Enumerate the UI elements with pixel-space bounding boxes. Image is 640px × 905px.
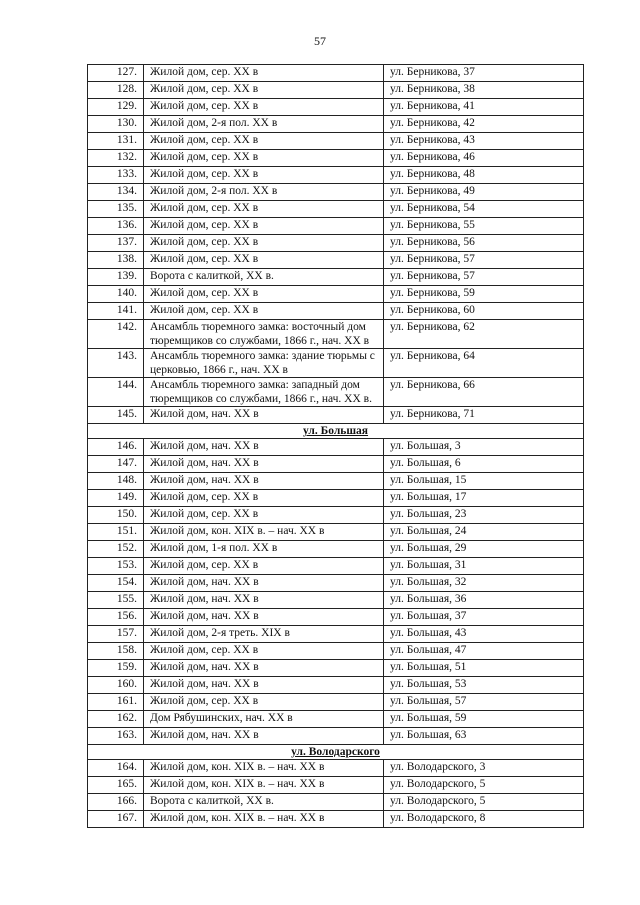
- object-name-cell: Жилой дом, нач. XX в: [144, 439, 384, 456]
- row-number-cell: 142.: [88, 320, 144, 349]
- page-number: 57: [314, 34, 326, 48]
- object-name-cell: Жилой дом, сер. XX в: [144, 643, 384, 660]
- object-name-cell: Ворота с калиткой, XX в.: [144, 269, 384, 286]
- table-row: [88, 626, 584, 643]
- row-number-cell: 165.: [88, 777, 144, 794]
- address-cell: ул. Берникова, 60: [384, 303, 584, 320]
- table-row: [88, 609, 584, 626]
- object-name-cell: Жилой дом, сер. XX в: [144, 218, 384, 235]
- object-name-cell: Жилой дом, сер. XX в: [144, 694, 384, 711]
- address-cell: ул. Большая, 6: [384, 456, 584, 473]
- object-name-cell: Жилой дом, нач. XX в: [144, 575, 384, 592]
- row-number-cell: 163.: [88, 728, 144, 745]
- address-cell: ул. Большая, 37: [384, 609, 584, 626]
- object-name-cell: Жилой дом, сер. XX в: [144, 507, 384, 524]
- row-number-cell: 164.: [88, 760, 144, 777]
- object-name-cell: Жилой дом, сер. XX в: [144, 65, 384, 82]
- table-row: [88, 660, 584, 677]
- table-row: [88, 65, 584, 82]
- address-cell: ул. Берникова, 71: [384, 407, 584, 424]
- object-name-cell: Жилой дом, сер. XX в: [144, 133, 384, 150]
- table-row: [88, 575, 584, 592]
- section-header-row: [88, 745, 584, 760]
- address-cell: ул. Большая, 29: [384, 541, 584, 558]
- object-name-cell: Жилой дом, кон. XIX в. – нач. XX в: [144, 777, 384, 794]
- table-row: [88, 592, 584, 609]
- object-name-cell: Жилой дом, 2-я пол. XX в: [144, 116, 384, 133]
- table-row: [88, 167, 584, 184]
- address-cell: ул. Берникова, 64: [384, 349, 584, 378]
- table-row: [88, 303, 584, 320]
- object-name-cell: Жилой дом, сер. XX в: [144, 150, 384, 167]
- row-number-cell: 134.: [88, 184, 144, 201]
- address-cell: ул. Володарского, 5: [384, 777, 584, 794]
- address-cell: ул. Большая, 63: [384, 728, 584, 745]
- row-number-cell: 160.: [88, 677, 144, 694]
- address-cell: ул. Большая, 31: [384, 558, 584, 575]
- table-row: [88, 711, 584, 728]
- object-name-cell: Жилой дом, нач. XX в: [144, 660, 384, 677]
- address-cell: ул. Берникова, 43: [384, 133, 584, 150]
- table-row: [88, 82, 584, 99]
- row-number-cell: 150.: [88, 507, 144, 524]
- row-number-cell: 136.: [88, 218, 144, 235]
- table-row: [88, 541, 584, 558]
- object-name-cell: Жилой дом, кон. XIX в. – нач. XX в: [144, 760, 384, 777]
- row-number-cell: 161.: [88, 694, 144, 711]
- table-row: [88, 201, 584, 218]
- address-cell: ул. Берникова, 66: [384, 378, 584, 407]
- object-name-cell: Жилой дом, сер. XX в: [144, 252, 384, 269]
- row-number-cell: 145.: [88, 407, 144, 424]
- address-cell: ул. Берникова, 38: [384, 82, 584, 99]
- row-number-cell: 151.: [88, 524, 144, 541]
- address-cell: ул. Берникова, 48: [384, 167, 584, 184]
- object-name-cell: Жилой дом, сер. XX в: [144, 235, 384, 252]
- heritage-registry-table: [87, 64, 584, 828]
- object-name-cell: Жилой дом, сер. XX в: [144, 286, 384, 303]
- table-row: [88, 320, 584, 349]
- object-name-cell: Жилой дом, 2-я пол. XX в: [144, 184, 384, 201]
- table-row: [88, 558, 584, 575]
- address-cell: ул. Берникова, 57: [384, 252, 584, 269]
- row-number-cell: 139.: [88, 269, 144, 286]
- row-number-cell: 146.: [88, 439, 144, 456]
- address-cell: ул. Володарского, 3: [384, 760, 584, 777]
- table-row: [88, 407, 584, 424]
- address-cell: ул. Берникова, 56: [384, 235, 584, 252]
- object-name-cell: Жилой дом, нач. XX в: [144, 677, 384, 694]
- table-row: [88, 133, 584, 150]
- address-cell: ул. Большая, 3: [384, 439, 584, 456]
- row-number-cell: 155.: [88, 592, 144, 609]
- address-cell: ул. Володарского, 8: [384, 811, 584, 828]
- address-cell: ул. Большая, 24: [384, 524, 584, 541]
- address-cell: ул. Большая, 53: [384, 677, 584, 694]
- section-title: ул. Большая: [88, 424, 584, 439]
- row-number-cell: 157.: [88, 626, 144, 643]
- row-number-cell: 148.: [88, 473, 144, 490]
- section-header-row: [88, 424, 584, 439]
- object-name-cell: Жилой дом, сер. XX в: [144, 167, 384, 184]
- table-row: [88, 378, 584, 407]
- object-name-cell: Ансамбль тюремного замка: здание тюрьмы с церковью, 1866 г., нач. XX в: [144, 349, 384, 378]
- section-title: ул. Володарского: [88, 745, 584, 760]
- table-row: [88, 811, 584, 828]
- object-name-cell: Жилой дом, нач. XX в: [144, 407, 384, 424]
- row-number-cell: 130.: [88, 116, 144, 133]
- address-cell: ул. Берникова, 37: [384, 65, 584, 82]
- table-row: [88, 99, 584, 116]
- row-number-cell: 153.: [88, 558, 144, 575]
- object-name-cell: Жилой дом, нач. XX в: [144, 609, 384, 626]
- row-number-cell: 162.: [88, 711, 144, 728]
- row-number-cell: 159.: [88, 660, 144, 677]
- row-number-cell: 167.: [88, 811, 144, 828]
- table-row: [88, 150, 584, 167]
- address-cell: ул. Берникова, 59: [384, 286, 584, 303]
- object-name-cell: Жилой дом, нач. XX в: [144, 473, 384, 490]
- object-name-cell: Дом Рябушинских, нач. XX в: [144, 711, 384, 728]
- table-row: [88, 286, 584, 303]
- row-number-cell: 144.: [88, 378, 144, 407]
- row-number-cell: 156.: [88, 609, 144, 626]
- table-row: [88, 439, 584, 456]
- address-cell: ул. Большая, 23: [384, 507, 584, 524]
- address-cell: ул. Большая, 51: [384, 660, 584, 677]
- table-row: [88, 507, 584, 524]
- table-row: [88, 473, 584, 490]
- object-name-cell: Жилой дом, нач. XX в: [144, 592, 384, 609]
- row-number-cell: 128.: [88, 82, 144, 99]
- object-name-cell: Жилой дом, сер. XX в: [144, 82, 384, 99]
- row-number-cell: 140.: [88, 286, 144, 303]
- object-name-cell: Жилой дом, сер. XX в: [144, 558, 384, 575]
- row-number-cell: 135.: [88, 201, 144, 218]
- address-cell: ул. Большая, 57: [384, 694, 584, 711]
- address-cell: ул. Берникова, 62: [384, 320, 584, 349]
- object-name-cell: Жилой дом, 1-я пол. XX в: [144, 541, 384, 558]
- object-name-cell: Жилой дом, кон. XIX в. – нач. XX в: [144, 524, 384, 541]
- address-cell: ул. Володарского, 5: [384, 794, 584, 811]
- object-name-cell: Ансамбль тюремного замка: западный дом тюремщиков со службами, 1866 г., нач. XX в.: [144, 378, 384, 407]
- row-number-cell: 132.: [88, 150, 144, 167]
- table-row: [88, 184, 584, 201]
- table-row: [88, 694, 584, 711]
- object-name-cell: Жилой дом, 2-я треть. XIX в: [144, 626, 384, 643]
- row-number-cell: 137.: [88, 235, 144, 252]
- row-number-cell: 149.: [88, 490, 144, 507]
- row-number-cell: 141.: [88, 303, 144, 320]
- address-cell: ул. Берникова, 41: [384, 99, 584, 116]
- object-name-cell: Жилой дом, нач. XX в: [144, 456, 384, 473]
- address-cell: ул. Берникова, 54: [384, 201, 584, 218]
- object-name-cell: Жилой дом, сер. XX в: [144, 99, 384, 116]
- address-cell: ул. Большая, 59: [384, 711, 584, 728]
- row-number-cell: 152.: [88, 541, 144, 558]
- object-name-cell: Жилой дом, сер. XX в: [144, 490, 384, 507]
- table-row: [88, 643, 584, 660]
- address-cell: ул. Берникова, 57: [384, 269, 584, 286]
- object-name-cell: Жилой дом, нач. XX в: [144, 728, 384, 745]
- row-number-cell: 127.: [88, 65, 144, 82]
- address-cell: ул. Большая, 47: [384, 643, 584, 660]
- row-number-cell: 158.: [88, 643, 144, 660]
- object-name-cell: Жилой дом, сер. XX в: [144, 201, 384, 218]
- address-cell: ул. Большая, 17: [384, 490, 584, 507]
- address-cell: ул. Берникова, 49: [384, 184, 584, 201]
- row-number-cell: 154.: [88, 575, 144, 592]
- table-row: [88, 794, 584, 811]
- table-row: [88, 218, 584, 235]
- row-number-cell: 129.: [88, 99, 144, 116]
- address-cell: ул. Большая, 43: [384, 626, 584, 643]
- table-row: [88, 760, 584, 777]
- object-name-cell: Ворота с калиткой, XX в.: [144, 794, 384, 811]
- table-row: [88, 777, 584, 794]
- table-row: [88, 456, 584, 473]
- object-name-cell: Жилой дом, кон. XIX в. – нач. XX в: [144, 811, 384, 828]
- row-number-cell: 143.: [88, 349, 144, 378]
- address-cell: ул. Берникова, 46: [384, 150, 584, 167]
- address-cell: ул. Берникова, 42: [384, 116, 584, 133]
- table-row: [88, 349, 584, 378]
- row-number-cell: 133.: [88, 167, 144, 184]
- object-name-cell: Ансамбль тюремного замка: восточный дом тюремщиков со службами, 1866 г., нач. XX в: [144, 320, 384, 349]
- table-row: [88, 524, 584, 541]
- address-cell: ул. Большая, 15: [384, 473, 584, 490]
- table-row: [88, 252, 584, 269]
- table-row: [88, 116, 584, 133]
- object-name-cell: Жилой дом, сер. XX в: [144, 303, 384, 320]
- row-number-cell: 147.: [88, 456, 144, 473]
- table-row: [88, 677, 584, 694]
- address-cell: ул. Большая, 32: [384, 575, 584, 592]
- table-row: [88, 728, 584, 745]
- table-row: [88, 269, 584, 286]
- table-row: [88, 490, 584, 507]
- address-cell: ул. Большая, 36: [384, 592, 584, 609]
- address-cell: ул. Берникова, 55: [384, 218, 584, 235]
- row-number-cell: 138.: [88, 252, 144, 269]
- row-number-cell: 131.: [88, 133, 144, 150]
- row-number-cell: 166.: [88, 794, 144, 811]
- table-row: [88, 235, 584, 252]
- registry-body: [88, 65, 584, 828]
